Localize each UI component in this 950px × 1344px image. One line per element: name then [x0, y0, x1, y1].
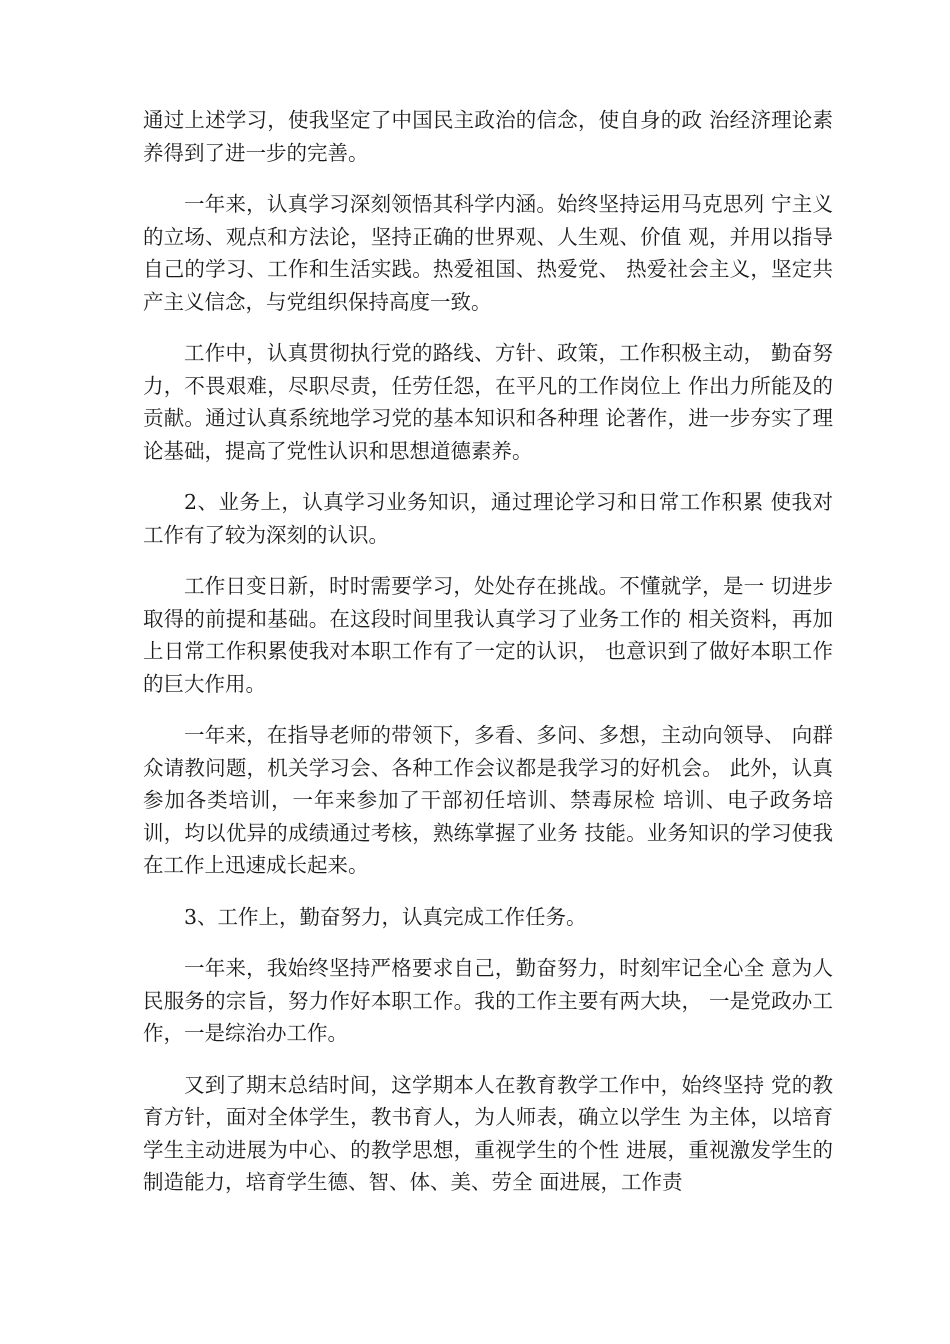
document-body — [143, 104, 833, 1218]
paragraph-9: 又到了期末总结时间，这学期本人在教育教学工作中，始终坚持 党的教育方针，面对全体学生，教书育人，为人师表，确立以学生 为主体，以培育学生主动进展为中心、的教学思想，重视学生的个性 进展，重视激发学生的制造能力，培育学生德、智、体、美、劳全 面进展，工作责 — [143, 1072, 833, 1194]
paragraph-7: 3、工作上，勤奋努力，认真完成工作任务。 — [184, 904, 587, 929]
paragraph-8: 一年来，我始终坚持严格要求自己，勤奋努力，时刻牢记全心全 意为人民服务的宗旨，努力作好本职工作。我的工作主要有两大块， 一是党政办工作，一是综治办工作。 — [143, 956, 833, 1045]
paragraph-5: 工作日变日新，时时需要学习，处处存在挑战。不懂就学，是一 切进步取得的前提和基础。在这段时间里我认真学习了业务工作的 相关资料，再加上日常工作积累使我对本职工作有了一定的认识， 也意识到了做好本职工作的巨大作用。 — [143, 574, 833, 696]
paragraph-3: 工作中，认真贯彻执行党的路线、方针、政策，工作积极主动， 勤奋努力，不畏艰难，尽职尽责，任劳任怨，在平凡的工作岗位上 作出力所能及的贡献。通过认真系统地学习党的基本知识和各种理 论著作，进一步夯实了理论基础，提高了党性认识和思想道德素养。 — [143, 341, 833, 463]
paragraph-4: 2、业务上，认真学习业务知识，通过理论学习和日常工作积累 使我对工作有了较为深刻的认识。 — [143, 490, 833, 547]
paragraph-2: 一年来，认真学习深刻领悟其科学内涵。始终坚持运用马克思列 宁主义的立场、观点和方法论，坚持正确的世界观、人生观、价值 观，并用以指导自己的学习、工作和生活实践。热爱祖国、热爱党、 热爱社会主义，坚定共产主义信念，与党组织保持高度一致。 — [143, 192, 833, 314]
paragraph-6: 一年来，在指导老师的带领下，多看、多问、多想，主动向领导、 向群众请教问题，机关学习会、各种工作会议都是我学习的好机会。 此外，认真参加各类培训，一年来参加了干部初任培训、禁毒尿检 培训、电子政务培训，均以优异的成绩通过考核，熟练掌握了业务 技能。业务知识的学习使我在工作上迅速成长起来。 — [143, 723, 833, 877]
paragraph-1: 通过上述学习，使我坚定了中国民主政治的信念，使自身的政 治经济理论素养得到了进一步的完善。 — [143, 108, 833, 165]
